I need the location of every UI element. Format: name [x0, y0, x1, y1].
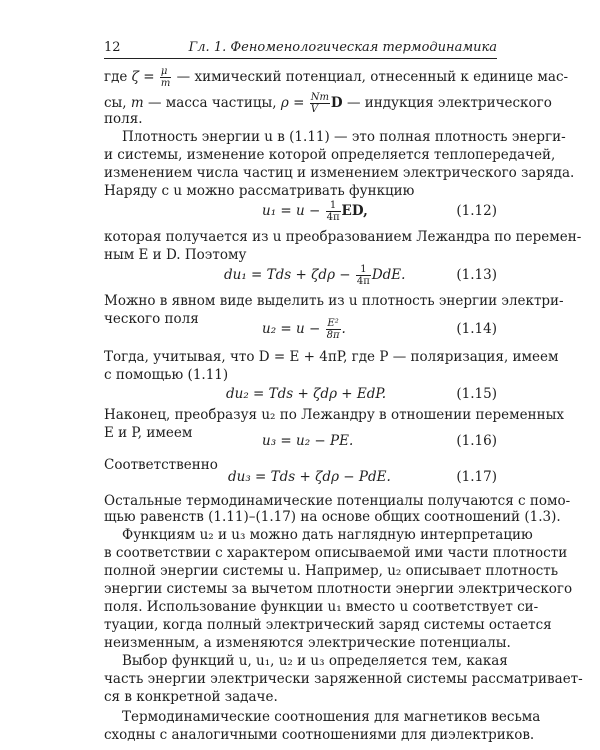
- para4-line1: Можно в явном виде выделить из u плотность энергии электри-: [104, 293, 564, 309]
- equation-1-12: u₁ = u − $\frac{1}{4\pi}$ ED,: [262, 200, 368, 223]
- equation-number-1-12: (1.12): [456, 203, 497, 219]
- para2-line2: и системы, изменение которой определяется теплопередачей,: [104, 147, 556, 163]
- running-header: [104, 40, 497, 58]
- para3-line2: ным E и D. Поэтому: [104, 247, 247, 263]
- para9-line6: туации, когда полный электрический заряд системы остается: [104, 617, 552, 633]
- equation-number-1-16: (1.16): [456, 433, 497, 449]
- equation-number-1-13: (1.13): [456, 267, 497, 283]
- running-title: Гл. 1. Феноменологическая термодинамика: [188, 40, 497, 55]
- para2-line4: Наряду с u можно рассматривать функцию: [104, 183, 415, 199]
- para8-line2: щью равенств (1.11)–(1.17) на основе общих соотношений (1.3).: [104, 509, 561, 525]
- para10-line3: ся в конкретной задаче.: [104, 689, 278, 705]
- para11-line2: сходны с аналогичными соотношениями для диэлектриков.: [104, 727, 535, 743]
- equation-1-15: du₂ = Tds + ζdρ + EdP.: [226, 386, 387, 402]
- para5-line2: с помощью (1.11): [104, 367, 229, 383]
- para5-line1: Тогда, учитывая, что D = E + 4πP, где P — поляризация, имеем: [104, 349, 559, 365]
- equation-number-1-14: (1.14): [456, 321, 497, 337]
- para9-line5: поля. Использование функции u₁ вместо u соответствует си-: [104, 599, 539, 615]
- header-rule: [104, 58, 497, 59]
- equation-1-17: du₃ = Tds + ζdρ − PdE.: [228, 469, 391, 485]
- para10-line2: часть энергии электрически заряженной системы рассматривает-: [104, 671, 583, 687]
- para10-line1: Выбор функций u, u₁, u₂ и u₃ определяется тем, какая: [122, 653, 508, 669]
- nm-over-v-fraction: $\frac{Nm}{V}$: [310, 92, 329, 115]
- para9-line7: неизменным, а изменяются электрические потенциалы.: [104, 635, 511, 651]
- para8-line1: Остальные термодинамические потенциалы получаются с помо-: [104, 493, 571, 509]
- para6-line1: Наконец, преобразуя u₂ по Лежандру в отношении переменных: [104, 407, 564, 423]
- page-number: 12: [104, 40, 121, 55]
- para2-line3: изменением числа частиц и изменением электрического заряда.: [104, 165, 575, 181]
- para9-line2: в соответствии с характером описываемой ими части плотности: [104, 545, 568, 561]
- mu-over-m-fraction: $\frac{\mu}{m}$: [160, 66, 171, 89]
- para3-line1: которая получается из u преобразованием Лежандра по перемен-: [104, 229, 582, 245]
- para9-line3: полной энергии системы u. Например, u₂ описывает плотность: [104, 563, 559, 579]
- para7-line1: Соответственно: [104, 457, 218, 473]
- para11-line1: Термодинамические соотношения для магнетиков весьма: [122, 709, 541, 725]
- equation-1-14: u₂ = u − $\frac{\text{E²}}{8\pi}$ .: [262, 318, 346, 341]
- para1-line3: поля.: [104, 111, 143, 127]
- para4-line2: ческого поля: [104, 311, 199, 327]
- para1-line1: где ζ = $\frac{\mu}{m}$ — химический потенциал, отнесенный к единице мас-: [104, 66, 569, 89]
- equation-1-16: u₃ = u₂ − PE.: [262, 433, 354, 449]
- para1-line2: сы, m — масса частицы, ρ = $\frac{Nm}{V}$ D — индукция электрического: [104, 92, 552, 115]
- equation-number-1-15: (1.15): [456, 386, 497, 402]
- equation-1-13: du₁ = Tds + ζdρ − $\frac{1}{4\pi}$ DdE.: [224, 264, 406, 287]
- para9-line4: энергии системы за вычетом плотности энергии электрического: [104, 581, 573, 597]
- equation-number-1-17: (1.17): [456, 469, 497, 485]
- para9-line1: Функциям u₂ и u₃ можно дать наглядную интерпретацию: [122, 527, 533, 543]
- para6-line2: E и P, имеем: [104, 425, 193, 441]
- para2-line1: Плотность энергии u в (1.11) — это полная плотность энерги-: [122, 129, 566, 145]
